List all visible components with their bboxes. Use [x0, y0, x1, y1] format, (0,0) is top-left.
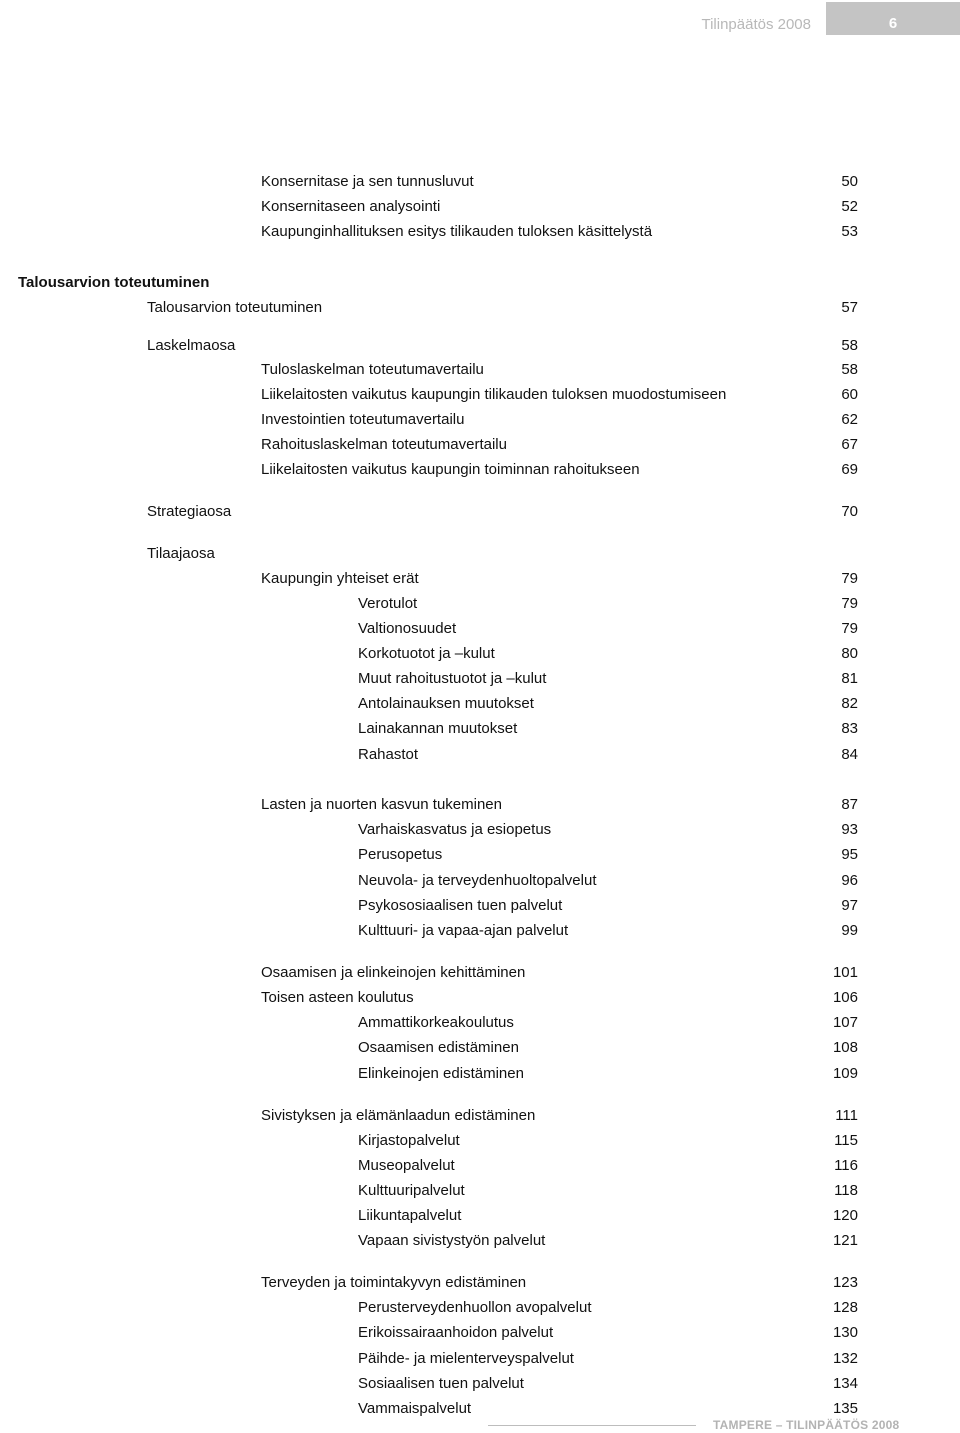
- toc-entry-page-number: 82: [841, 695, 858, 712]
- toc-entry[interactable]: [261, 196, 858, 218]
- toc-entry[interactable]: [358, 1297, 858, 1319]
- toc-entry-page-number: 67: [841, 436, 858, 453]
- toc-entry[interactable]: [358, 895, 858, 917]
- toc-entry[interactable]: [261, 384, 858, 406]
- toc-entry-page-number: 135: [832, 1400, 858, 1417]
- toc-entry[interactable]: [261, 1105, 858, 1127]
- toc-entry-label: Osaamisen edistäminen: [358, 1039, 519, 1056]
- toc-entry-page-number: 79: [841, 620, 858, 637]
- toc-entry-page-number: 83: [841, 720, 858, 737]
- toc-entry-label: Lainakannan muutokset: [358, 720, 518, 737]
- toc-entry-page-number: 87: [841, 796, 858, 813]
- toc-entry-label: Investointien toteutumavertailu: [261, 411, 465, 428]
- toc-entry-label: Konsernitaseen analysointi: [261, 198, 441, 215]
- toc-entry-page-number: 118: [834, 1182, 858, 1199]
- toc-entry-page-number: 130: [832, 1324, 858, 1341]
- toc-entry-page-number: 80: [841, 645, 858, 662]
- toc-entry-label: Rahastot: [358, 746, 419, 763]
- toc-entry[interactable]: [261, 359, 858, 381]
- toc-entry-page-number: 116: [834, 1157, 858, 1174]
- toc-entry-page-number: 58: [841, 361, 858, 378]
- toc-entry[interactable]: [358, 819, 858, 841]
- toc-entry-label: Liikuntapalvelut: [358, 1207, 462, 1224]
- toc-entry-page-number: 106: [832, 989, 858, 1006]
- toc-entry[interactable]: [358, 1180, 858, 1202]
- toc-entry[interactable]: [358, 593, 858, 615]
- toc-entry-label: Talousarvion toteutuminen: [147, 299, 323, 316]
- toc-entry-label: Strategiaosa: [147, 503, 232, 520]
- toc-entry-page-number: 132: [832, 1350, 858, 1367]
- toc-entry-page-number: 52: [841, 198, 858, 215]
- toc-entry-label: Neuvola- ja terveydenhuoltopalvelut: [358, 872, 597, 889]
- toc-entry-label: Konsernitase ja sen tunnusluvut: [261, 173, 474, 190]
- toc-entry[interactable]: [261, 962, 858, 984]
- header-page-number: 6: [888, 15, 898, 32]
- toc-entry[interactable]: [358, 844, 858, 866]
- toc-entry-label: Psykososiaalisen tuen palvelut: [358, 897, 563, 914]
- toc-entry-page-number: 97: [841, 897, 858, 914]
- toc-entry-label: Muut rahoitustuotot ja –kulut: [358, 670, 547, 687]
- toc-entry[interactable]: [358, 1322, 858, 1344]
- toc-entry-label: Kaupunginhallituksen esitys tilikauden tuloksen käsittelystä: [261, 223, 653, 240]
- toc-entry-page-number: 111: [835, 1107, 858, 1124]
- toc-entry-page-number: 69: [841, 461, 858, 478]
- toc-entry[interactable]: [358, 1155, 858, 1177]
- toc-entry-label: Kulttuuri- ja vapaa-ajan palvelut: [358, 922, 569, 939]
- toc-entry[interactable]: [147, 501, 858, 523]
- toc-entry[interactable]: [261, 221, 858, 243]
- footer-text: TAMPERE – TILINPÄÄTÖS 2008: [713, 1418, 900, 1432]
- toc-entry-page-number: 60: [841, 386, 858, 403]
- toc-entry-page-number: 108: [832, 1039, 858, 1056]
- toc-entry[interactable]: [147, 335, 858, 357]
- toc-entry-page-number: 123: [832, 1274, 858, 1291]
- toc-entry-page-number: 53: [841, 223, 858, 240]
- toc-entry-label: Varhaiskasvatus ja esiopetus: [358, 821, 552, 838]
- toc-entry-label: Museopalvelut: [358, 1157, 455, 1174]
- toc-entry[interactable]: [358, 1230, 858, 1252]
- toc-entry[interactable]: [358, 1063, 858, 1085]
- toc-entry-page-number: 99: [841, 922, 858, 939]
- toc-entry[interactable]: [261, 459, 858, 481]
- toc-entry-label: Rahoituslaskelman toteutumavertailu: [261, 436, 507, 453]
- toc-entry-page-number: 96: [841, 872, 858, 889]
- toc-entry-page-number: 115: [834, 1132, 858, 1149]
- toc-entry-label: Lasten ja nuorten kasvun tukeminen: [261, 796, 502, 813]
- toc-entry-page-number: 62: [841, 411, 858, 428]
- header-document-title: Tilinpäätös 2008: [701, 16, 811, 33]
- toc-entry[interactable]: [358, 1373, 858, 1395]
- toc-entry-page-number: 134: [832, 1375, 858, 1392]
- toc-entry-page-number: 57: [841, 299, 858, 316]
- toc-entry[interactable]: [261, 1272, 858, 1294]
- toc-entry-page-number: 95: [841, 846, 858, 863]
- toc-entry[interactable]: [358, 643, 858, 665]
- toc-entry-label: Korkotuotot ja –kulut: [358, 645, 495, 662]
- toc-entry-label: Sivistyksen ja elämänlaadun edistäminen: [261, 1107, 536, 1124]
- toc-entry-label: Sosiaalisen tuen palvelut: [358, 1375, 524, 1392]
- toc-entry-label: Elinkeinojen edistäminen: [358, 1065, 524, 1082]
- toc-entry-label: Perusopetus: [358, 846, 443, 863]
- toc-entry-page-number: 109: [832, 1065, 858, 1082]
- toc-entry[interactable]: [261, 171, 858, 193]
- toc-entry[interactable]: [261, 409, 858, 431]
- toc-entry-page-number: 81: [841, 670, 858, 687]
- toc-entry-label: Erikoissairaanhoidon palvelut: [358, 1324, 554, 1341]
- toc-entry-page-number: 120: [832, 1207, 858, 1224]
- toc-entry-label: Liikelaitosten vaikutus kaupungin toiminnan rahoitukseen: [261, 461, 640, 478]
- toc-entry[interactable]: [261, 987, 858, 1009]
- toc-entry[interactable]: [358, 618, 858, 640]
- toc-entry[interactable]: [358, 693, 858, 715]
- toc-entry-label: Vapaan sivistystyön palvelut: [358, 1232, 546, 1249]
- toc-entry-label: Vammaispalvelut: [358, 1400, 472, 1417]
- toc-entry-page-number: 50: [841, 173, 858, 190]
- toc-entry[interactable]: [358, 1037, 858, 1059]
- toc-entry-label: Osaamisen ja elinkeinojen kehittäminen: [261, 964, 526, 981]
- toc-entry-page-number: 93: [841, 821, 858, 838]
- toc-entry-label: Kulttuuripalvelut: [358, 1182, 465, 1199]
- toc-entry[interactable]: [261, 794, 858, 816]
- toc-entry-page-number: 101: [832, 964, 858, 981]
- toc-entry[interactable]: [358, 1130, 858, 1152]
- toc-entry-label: Verotulot: [358, 595, 418, 612]
- toc-entry-page-number: 70: [841, 503, 858, 520]
- toc-entry-label: Terveyden ja toimintakyvyn edistäminen: [261, 1274, 527, 1291]
- toc-entry-label: Kirjastopalvelut: [358, 1132, 460, 1149]
- toc-entry[interactable]: [261, 434, 858, 456]
- toc-entry[interactable]: [261, 568, 858, 590]
- footer-divider: [488, 1425, 696, 1426]
- toc-entry-page-number: 79: [841, 570, 858, 587]
- toc-entry-label: Valtionosuudet: [358, 620, 457, 637]
- toc-entry-page-number: 121: [832, 1232, 858, 1249]
- toc-entry-label: Antolainauksen muutokset: [358, 695, 534, 712]
- toc-entry-page-number: 79: [841, 595, 858, 612]
- toc-entry-page-number: 58: [841, 337, 858, 354]
- toc-entry[interactable]: [358, 744, 858, 766]
- toc-entry[interactable]: [358, 920, 858, 942]
- toc-entry-page-number: 84: [841, 746, 858, 763]
- toc-entry-page-number: 107: [832, 1014, 858, 1031]
- toc-entry-label: Ammattikorkeakoulutus: [358, 1014, 514, 1031]
- toc-entry-label: Kaupungin yhteiset erät: [261, 570, 419, 587]
- toc-entry[interactable]: [358, 1348, 858, 1370]
- toc-entry[interactable]: [358, 1398, 858, 1420]
- toc-entry[interactable]: [358, 668, 858, 690]
- toc-entry-label: Tilaajaosa: [147, 545, 215, 562]
- toc-entry-label: Laskelmaosa: [147, 337, 236, 354]
- toc-entry-page-number: 128: [832, 1299, 858, 1316]
- toc-entry[interactable]: [358, 1205, 858, 1227]
- toc-entry-label: Perusterveydenhuollon avopalvelut: [358, 1299, 592, 1316]
- toc-entry-label: Toisen asteen koulutus: [261, 989, 414, 1006]
- toc-entry-label: Liikelaitosten vaikutus kaupungin tilikauden tuloksen muodostumiseen: [261, 386, 727, 403]
- toc-entry-label: Päihde- ja mielenterveyspalvelut: [358, 1350, 574, 1367]
- toc-entry[interactable]: [147, 543, 858, 565]
- toc-entry[interactable]: [147, 297, 858, 319]
- toc-entry[interactable]: [358, 870, 858, 892]
- toc-entry[interactable]: [358, 718, 858, 740]
- toc-entry[interactable]: [358, 1012, 858, 1034]
- toc-section-heading: Talousarvion toteutuminen: [18, 274, 210, 291]
- toc-entry-label: Tuloslaskelman toteutumavertailu: [261, 361, 484, 378]
